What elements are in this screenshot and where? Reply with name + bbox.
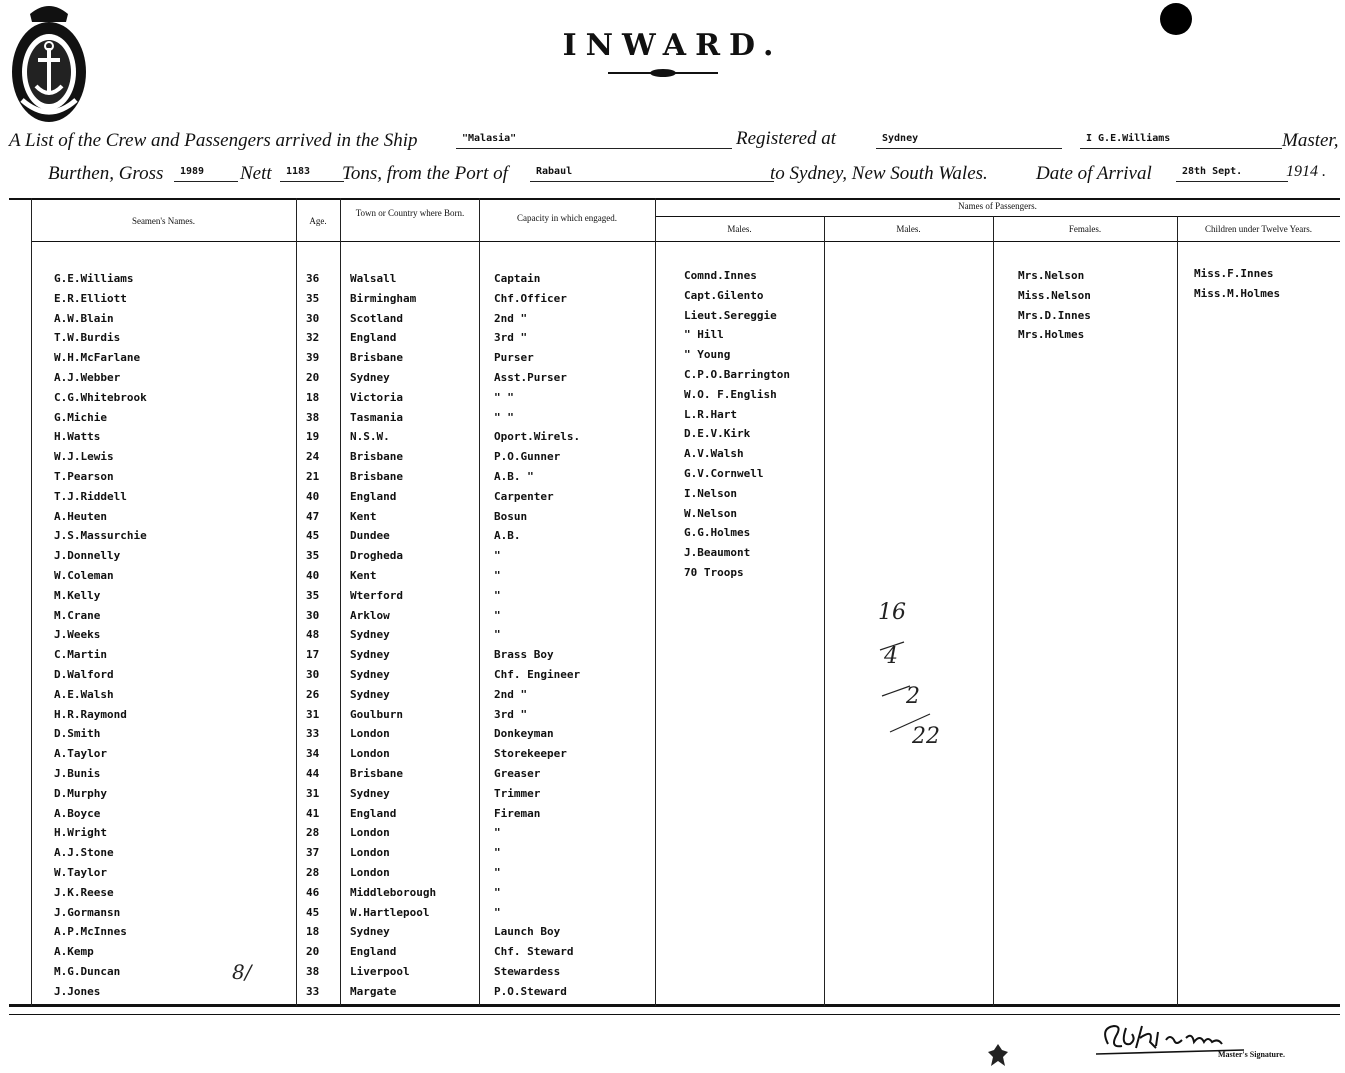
arrival-year: 1914 . (1286, 163, 1326, 180)
signature-label: Master's Signature. (1218, 1050, 1285, 1059)
crew-birthplace: London (350, 846, 390, 859)
crew-name: A.J.Stone (54, 846, 114, 859)
crew-capacity: Chf. Steward (494, 945, 574, 958)
title-ornament (650, 69, 676, 77)
crest-logo (8, 0, 90, 128)
male-passenger: D.E.V.Kirk (684, 427, 751, 440)
col-head-females: Females. (1068, 224, 1102, 234)
page-title: INWARD. (562, 28, 783, 63)
crew-age: 40 (306, 490, 320, 503)
crew-name: C.G.Whitebrook (54, 391, 147, 404)
crew-name: E.R.Elliott (54, 292, 127, 305)
crew-capacity: " (494, 589, 501, 602)
crew-age: 20 (306, 945, 320, 958)
ink-smudge (986, 1042, 1010, 1068)
crew-capacity: A.B. " (494, 470, 534, 483)
crew-age: 38 (306, 965, 320, 978)
col-divider (340, 198, 341, 1006)
destination-label: to Sydney, New South Wales. (770, 163, 988, 184)
crew-name: D.Murphy (54, 787, 107, 800)
nett-label: Nett (240, 163, 272, 184)
crew-birthplace: Drogheda (350, 549, 403, 562)
crew-capacity: Stewardess (494, 965, 561, 978)
crew-age: 32 (306, 331, 320, 344)
crew-name: H.Watts (54, 430, 101, 443)
crew-birthplace: Kent (350, 569, 377, 582)
crew-age: 26 (306, 688, 320, 701)
crew-age: 34 (306, 747, 320, 760)
crew-birthplace: Goulburn (350, 708, 403, 721)
master-name-field: I G.E.Williams (1080, 130, 1282, 149)
crew-birthplace: Brisbane (350, 351, 403, 364)
footer-rule (9, 1014, 1340, 1015)
crew-birthplace: Sydney (350, 628, 390, 641)
crew-birthplace: Middleborough (350, 886, 437, 899)
crew-birthplace: Liverpool (350, 965, 410, 978)
crew-birthplace: London (350, 727, 390, 740)
tons-from-label: Tons, from the Port of (342, 163, 508, 184)
passenger-group-rule (655, 216, 1340, 217)
crew-age: 36 (306, 272, 320, 285)
crew-birthplace: England (350, 807, 397, 820)
crew-name: J.Gormansn (54, 906, 121, 919)
crew-capacity: " (494, 628, 501, 641)
crew-birthplace: Margate (350, 985, 397, 998)
crew-age: 41 (306, 807, 320, 820)
female-passenger: Mrs.Nelson (1018, 269, 1085, 282)
crew-age: 38 (306, 411, 320, 424)
crew-age: 35 (306, 589, 320, 602)
crew-age: 35 (306, 549, 320, 562)
crew-capacity: " (494, 866, 501, 879)
crew-capacity: 2nd " (494, 688, 528, 701)
crew-birthplace: W.Hartlepool (350, 906, 430, 919)
crew-capacity: Oport.Wirels. (494, 430, 581, 443)
male-passenger: C.P.O.Barrington (684, 368, 790, 381)
crew-capacity: Donkeyman (494, 727, 554, 740)
crew-capacity: Purser (494, 351, 534, 364)
arrival-date-field: 28th Sept. (1176, 163, 1288, 182)
tally-strokes (870, 620, 940, 740)
crew-age: 33 (306, 985, 320, 998)
crew-birthplace: Brisbane (350, 450, 403, 463)
col-divider (31, 198, 32, 1006)
crew-birthplace: England (350, 331, 397, 344)
crew-age: 47 (306, 510, 320, 523)
crew-capacity: Storekeeper (494, 747, 567, 760)
crew-name: J.Bunis (54, 767, 101, 780)
crew-name: C.Martin (54, 648, 107, 661)
crew-name: A.Taylor (54, 747, 107, 760)
table-bottom-rule (9, 1004, 1340, 1007)
crew-capacity: 2nd " (494, 312, 528, 325)
gross-tons-field: 1989 (174, 163, 238, 182)
crew-age: 21 (306, 470, 320, 483)
tally-figure: 2 (906, 684, 920, 709)
crew-capacity: Trimmer (494, 787, 541, 800)
crew-capacity: " (494, 609, 501, 622)
crew-name: J.Weeks (54, 628, 101, 641)
female-passenger: Miss.Nelson (1018, 289, 1091, 302)
crew-capacity: 3rd " (494, 331, 528, 344)
child-passenger: Miss.F.Innes (1194, 267, 1274, 280)
crew-age: 31 (306, 787, 320, 800)
crew-age: 17 (306, 648, 320, 661)
crew-capacity: A.B. (494, 529, 521, 542)
crew-birthplace: Brisbane (350, 470, 403, 483)
crew-age: 18 (306, 391, 320, 404)
crew-name: G.E.Williams (54, 272, 134, 285)
male-passenger: J.Beaumont (684, 546, 751, 559)
crew-capacity: " (494, 569, 501, 582)
header-bottom-rule (31, 241, 1340, 242)
crew-age: 18 (306, 925, 320, 938)
crew-birthplace: Birmingham (350, 292, 417, 305)
male-passenger: Lieut.Sereggie (684, 309, 777, 322)
registered-at-field: Sydney (876, 130, 1062, 149)
crew-age: 20 (306, 371, 320, 384)
crew-capacity: Carpenter (494, 490, 554, 503)
arrival-label: Date of Arrival (1036, 163, 1152, 184)
col-head-children: Children under Twelve Years. (1205, 224, 1312, 234)
crew-birthplace: England (350, 490, 397, 503)
crew-name: W.H.McFarlane (54, 351, 141, 364)
crew-birthplace: Arklow (350, 609, 390, 622)
col-head-males-2: Males. (896, 224, 921, 234)
crew-age: 30 (306, 668, 320, 681)
crew-birthplace: Walsall (350, 272, 397, 285)
registered-label: Registered at (736, 128, 837, 149)
from-port-field: Rabaul (530, 163, 774, 182)
burthen-label: Burthen, Gross (48, 163, 164, 184)
crew-age: 30 (306, 609, 320, 622)
crew-name: A.P.McInnes (54, 925, 127, 938)
crew-birthplace: England (350, 945, 397, 958)
crew-age: 24 (306, 450, 320, 463)
crew-name: A.Kemp (54, 945, 94, 958)
crew-birthplace: N.S.W. (350, 430, 390, 443)
crew-birthplace: Dundee (350, 529, 390, 542)
crew-name: A.W.Blain (54, 312, 114, 325)
crew-capacity: " (494, 549, 501, 562)
crew-name: J.K.Reese (54, 886, 114, 899)
crew-capacity: " (494, 826, 501, 839)
crew-age: 28 (306, 826, 320, 839)
male-passenger: G.V.Cornwell (684, 467, 764, 480)
crew-birthplace: London (350, 866, 390, 879)
crew-capacity: Chf.Officer (494, 292, 567, 305)
col-head-passengers: Names of Passengers. (958, 201, 1037, 211)
crew-age: 37 (306, 846, 320, 859)
crew-name: H.R.Raymond (54, 708, 127, 721)
crew-name: M.G.Duncan (54, 965, 121, 978)
crew-name: W.Taylor (54, 866, 107, 879)
crew-age: 35 (306, 292, 320, 305)
female-passenger: Mrs.Holmes (1018, 328, 1085, 341)
crew-birthplace: Sydney (350, 668, 390, 681)
crew-age: 45 (306, 906, 320, 919)
male-passenger: " Hill (684, 328, 724, 341)
crew-capacity: " (494, 846, 501, 859)
crew-capacity: Launch Boy (494, 925, 561, 938)
crew-capacity: P.O.Gunner (494, 450, 561, 463)
male-passenger: Capt.Gilento (684, 289, 764, 302)
male-passenger: I.Nelson (684, 487, 737, 500)
col-head-seamen: Seamen's Names. (131, 216, 196, 226)
ship-name-field: "Malasia" (456, 130, 732, 149)
male-passenger: L.R.Hart (684, 408, 737, 421)
crew-capacity: Greaser (494, 767, 541, 780)
crew-capacity: Captain (494, 272, 541, 285)
crew-birthplace: Sydney (350, 648, 390, 661)
crew-age: 39 (306, 351, 320, 364)
crew-name: D.Walford (54, 668, 114, 681)
margin-note: 8/ (232, 960, 252, 984)
col-head-age: Age. (309, 216, 327, 226)
crew-capacity: " (494, 906, 501, 919)
crew-capacity: P.O.Steward (494, 985, 567, 998)
crew-birthplace: Victoria (350, 391, 403, 404)
crew-name: T.W.Burdis (54, 331, 121, 344)
crew-age: 30 (306, 312, 320, 325)
crew-name: W.Coleman (54, 569, 114, 582)
crew-birthplace: London (350, 826, 390, 839)
crew-name: J.S.Massurchie (54, 529, 147, 542)
crew-capacity: " (494, 886, 501, 899)
crew-age: 28 (306, 866, 320, 879)
crew-age: 40 (306, 569, 320, 582)
crew-birthplace: Sydney (350, 925, 390, 938)
crew-capacity: Fireman (494, 807, 541, 820)
table-top-rule (9, 198, 1340, 200)
crew-name: A.Boyce (54, 807, 101, 820)
crew-name: G.Michie (54, 411, 107, 424)
male-passenger: Comnd.Innes (684, 269, 757, 282)
crew-birthplace: Sydney (350, 371, 390, 384)
crew-age: 33 (306, 727, 320, 740)
crew-birthplace: Wterford (350, 589, 403, 602)
crew-name: M.Kelly (54, 589, 101, 602)
crew-age: 31 (306, 708, 320, 721)
male-passenger: W.Nelson (684, 507, 737, 520)
crew-name: T.Pearson (54, 470, 114, 483)
tally-figure: 16 (878, 600, 906, 625)
col-divider (1177, 216, 1178, 1006)
nett-tons-field: 1183 (280, 163, 344, 182)
col-divider (993, 216, 994, 1006)
female-passenger: Mrs.D.Innes (1018, 309, 1091, 322)
col-head-males-1: Males. (727, 224, 752, 234)
col-divider (655, 198, 656, 1006)
crew-name: A.J.Webber (54, 371, 121, 384)
crew-birthplace: Sydney (350, 688, 390, 701)
crew-capacity: Bosun (494, 510, 528, 523)
crew-age: 48 (306, 628, 320, 641)
crew-age: 46 (306, 886, 320, 899)
crew-name: J.Jones (54, 985, 101, 998)
crew-birthplace: Kent (350, 510, 377, 523)
male-passenger: A.V.Walsh (684, 447, 744, 460)
list-prefix: A List of the Crew and Passengers arrived in the Ship (9, 130, 418, 151)
crew-name: H.Wright (54, 826, 107, 839)
crew-birthplace: Scotland (350, 312, 403, 325)
col-divider (479, 198, 480, 1006)
crew-name: J.Donnelly (54, 549, 121, 562)
crew-capacity: " " (494, 411, 514, 424)
male-passenger: " Young (684, 348, 731, 361)
crew-capacity: Brass Boy (494, 648, 554, 661)
crew-birthplace: Brisbane (350, 767, 403, 780)
master-label: Master, (1282, 130, 1339, 151)
male-passenger: 70 Troops (684, 566, 744, 579)
crew-age: 19 (306, 430, 320, 443)
crew-name: D.Smith (54, 727, 101, 740)
crew-name: A.Heuten (54, 510, 107, 523)
crew-capacity: " " (494, 391, 514, 404)
male-passenger: W.O. F.English (684, 388, 777, 401)
crew-name: A.E.Walsh (54, 688, 114, 701)
crew-capacity: Chf. Engineer (494, 668, 581, 681)
male-passenger: G.G.Holmes (684, 526, 751, 539)
crew-capacity: 3rd " (494, 708, 528, 721)
crew-capacity: Asst.Purser (494, 371, 567, 384)
col-head-born: Town or Country where Born. (355, 208, 465, 218)
col-divider (824, 216, 825, 1006)
crew-birthplace: Sydney (350, 787, 390, 800)
crew-name: T.J.Riddell (54, 490, 127, 503)
child-passenger: Miss.M.Holmes (1194, 287, 1281, 300)
crew-birthplace: London (350, 747, 390, 760)
crew-age: 45 (306, 529, 320, 542)
col-head-capacity: Capacity in which engaged. (517, 213, 617, 223)
crew-name: M.Crane (54, 609, 101, 622)
tally-figure: 4 (884, 644, 898, 669)
crew-name: W.J.Lewis (54, 450, 114, 463)
col-divider (296, 198, 297, 1006)
tally-figure: 22 (912, 724, 940, 749)
crew-age: 44 (306, 767, 320, 780)
crew-birthplace: Tasmania (350, 411, 403, 424)
